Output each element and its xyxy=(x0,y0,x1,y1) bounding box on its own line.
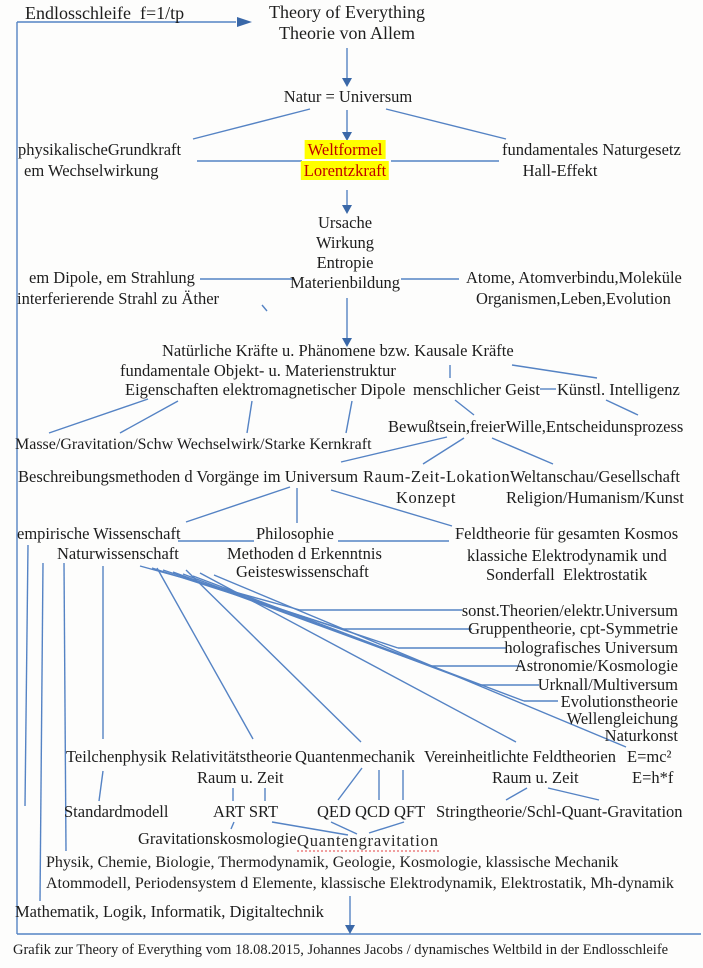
node-sonstige-theorien: sonst.Theorien/elektr.Universum xyxy=(461,601,678,620)
node-em-dipole: em Dipole, em Strahlung xyxy=(29,268,195,287)
node-quantenmechanik: Quantenmechanik xyxy=(295,747,416,766)
node-relativitaetstheorie: Relativitätstheorie xyxy=(171,747,292,766)
node-geisteswissenschaft: Geisteswissenschaft xyxy=(236,562,369,581)
node-teilchenphysik: Teilchenphysik xyxy=(66,747,167,766)
node-art-srt: ART SRT xyxy=(213,802,279,821)
node-klassiche-elektrodynamik: klassiche Elektrodynamik und xyxy=(467,546,667,565)
node-vereinheitlichte-feldtheorien: Vereinheitlichte Feldtheorien xyxy=(424,747,616,766)
node-title-en: Theory of Everything xyxy=(269,2,425,22)
node-ursache: Ursache xyxy=(317,213,373,232)
node-raum-und-zeit-2: Raum u. Zeit xyxy=(492,768,579,787)
node-endlosschleife: Endlosschleife f=1/tp xyxy=(25,3,185,23)
node-naturwissenschaft: Naturwissenschaft xyxy=(57,544,179,563)
arrow-down-icon xyxy=(345,925,355,934)
node-natuerliche-kraefte: Natürliche Kräfte u. Phänomene bzw. Kausale Kräfte xyxy=(162,341,514,360)
node-gruppentheorie: Gruppentheorie, cpt-Symmetrie xyxy=(468,619,678,638)
node-naturkonst: Naturkonst xyxy=(604,726,678,745)
node-fundamentale-objektstruktur: fundamentale Objekt- u. Materienstruktur xyxy=(120,361,396,380)
node-philosophie: Philosophie xyxy=(256,524,334,543)
node-kuenstliche-intelligenz: Künstl. Intelligenz xyxy=(557,380,680,399)
node-beschreibungsmethoden: Beschreibungsmethoden d Vorgänge im Universum xyxy=(18,467,359,486)
node-entropie: Entropie xyxy=(316,253,374,272)
node-methoden-erkenntnis: Methoden d Erkenntnis xyxy=(227,544,382,563)
node-weltformel: Weltformel xyxy=(305,141,386,159)
node-organismen-evolution: Organismen,Leben,Evolution xyxy=(476,289,671,308)
node-fundamentales-naturgesetz: fundamentales Naturgesetz xyxy=(502,140,681,159)
node-quantengravitation: Quantengravitation xyxy=(297,831,439,850)
node-title-de: Theorie von Allem xyxy=(279,23,415,43)
node-wellengleichung: Wellengleichung xyxy=(566,709,678,728)
node-raum-und-zeit-1: Raum u. Zeit xyxy=(197,768,284,787)
diagram-caption: Grafik zur Theory of Everything vom 18.08.2015, Johannes Jacobs / dynamisches Weltbild in der Endlosschleife xyxy=(13,942,669,958)
node-atommodell-reihe: Atommodell, Periodensystem d Elemente, klassische Elektrodynamik, Elektrostatik, Mh-dynamik xyxy=(46,875,674,892)
arrow-down-icon xyxy=(342,78,352,87)
node-natur-universum: Natur = Universum xyxy=(283,87,413,106)
node-masse-gravitation: Masse/Gravitation/Schw Wechselwirk/Starke Kernkraft xyxy=(15,436,372,453)
node-astronomie-kosmologie: Astronomie/Kosmologie xyxy=(514,656,678,675)
stray-tick-mark xyxy=(262,305,267,311)
node-materienbildung: Materienbildung xyxy=(290,273,400,292)
node-konzept: Konzept xyxy=(396,488,457,507)
node-raum-zeit-lokation: Raum-Zeit-Lokation xyxy=(363,467,511,486)
node-bewusstsein: Bewußtsein,freierWille,Entscheidunsprozess xyxy=(388,417,684,436)
arrow-right-icon xyxy=(237,17,252,27)
node-em-wechselwirkung: em Wechselwirkung xyxy=(24,161,159,180)
node-e-hf: E=h*f xyxy=(632,768,674,787)
node-feldtheorie-kosmos: Feldtheorie für gesamten Kosmos xyxy=(455,524,679,543)
node-eigenschaften-dipole: Eigenschaften elektromagnetischer Dipole xyxy=(125,380,406,399)
node-stringtheorie: Stringtheorie/Schl-Quant-Gravitation xyxy=(436,802,683,821)
node-evolutionstheorie: Evolutionstheorie xyxy=(560,692,678,711)
node-wirkung: Wirkung xyxy=(316,233,374,252)
node-religion-humanism-kunst: Religion/Humanism/Kunst xyxy=(506,488,684,507)
node-mathematik-reihe: Mathematik, Logik, Informatik, Digitaltechnik xyxy=(15,902,324,921)
node-qed-qcd-qft: QED QCD QFT xyxy=(317,802,426,821)
node-physik-reihe: Physik, Chemie, Biologie, Thermodynamik, Geologie, Kosmologie, klassische Mechanik xyxy=(46,854,619,871)
node-lorentzkraft: Lorentzkraft xyxy=(301,162,389,180)
node-hall-effekt: Hall-Effekt xyxy=(522,161,598,180)
node-physikalische-grundkraft: physikalischeGrundkraft xyxy=(18,140,182,159)
node-atome-molekuele: Atome, Atomverbindu,Moleküle xyxy=(466,268,682,287)
node-interferierende-strahl: interferierende Strahl zu Äther xyxy=(17,289,220,308)
node-e-mc2: E=mc² xyxy=(627,747,672,766)
node-sonderfall-elektrostatik: Sonderfall Elektrostatik xyxy=(486,565,648,584)
node-empirische-wissenschaft: empirische Wissenschaft xyxy=(17,524,181,543)
node-gravitationskosmologie: Gravitationskosmologie xyxy=(138,829,297,848)
node-weltanschau-gesellschaft: Weltanschau/Gesellschaft xyxy=(510,467,681,486)
node-holografisches-universum: holografisches Universum xyxy=(504,638,678,657)
node-standardmodell: Standardmodell xyxy=(64,802,169,821)
node-menschlicher-geist: menschlicher Geist xyxy=(413,380,540,399)
node-urknall-multiversum: Urknall/Multiversum xyxy=(537,675,678,694)
